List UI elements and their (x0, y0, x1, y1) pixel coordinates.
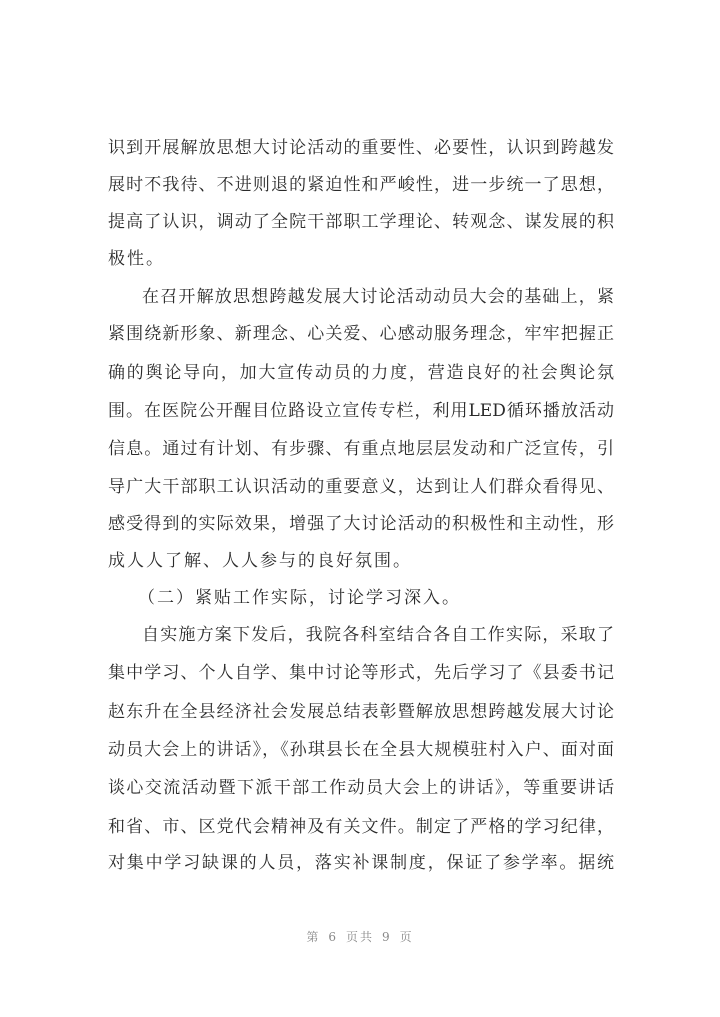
body-line: 谈心交流活动暨下派干部工作动员大会上的讲话》，等重要讲话 (108, 778, 614, 798)
page-suffix: 页 (399, 930, 414, 944)
body-line: 在召开解放思想跨越发展大讨论活动动员大会的基础上，紧 (142, 287, 614, 307)
body-line: 极性。 (108, 249, 165, 269)
body-line: 赵东升在全县经济社会发展总结表彰暨解放思想跨越发展大讨论 (108, 702, 614, 722)
section-heading: （二）紧贴工作实际，讨论学习深入。 (138, 588, 461, 608)
body-line: 自实施方案下发后，我院各科室结合各自工作实际，采取了 (142, 625, 614, 645)
body-line: 集中学习、个人自学、集中讨论等形式，先后学习了《县委书记 (108, 663, 614, 683)
body-line: 导广大干部职工认识活动的重要意义，达到让人们群众看得见、 (108, 477, 614, 497)
body-line: 提高了认识，调动了全院干部职工学理论、转观念、谋发展的积 (108, 212, 614, 232)
page-mid: 页共 (345, 930, 374, 944)
body-line: 信息。通过有计划、有步骤、有重点地层层发动和广泛宣传，引 (108, 439, 614, 459)
body-line: 确的舆论导向，加大宣传动员的力度，营造良好的社会舆论氛 (108, 363, 614, 383)
body-line: 和省、市、区党代会精神及有关文件。制定了严格的学习纪律， (108, 817, 614, 837)
body-line: 展时不我待、不进则退的紧迫性和严峻性，进一步统一了思想， (108, 175, 614, 195)
body-line: 识到开展解放思想大讨论活动的重要性、必要性，认识到跨越发 (108, 138, 614, 158)
page-total: 9 (382, 930, 392, 944)
body-line: 紧围绕新形象、新理念、心关爱、心感动服务理念，牢牢把握正 (108, 324, 614, 344)
body-line: 对集中学习缺课的人员，落实补课制度，保证了参学率。据统 (108, 853, 614, 873)
body-line: 成人人了解、人人参与的良好氛围。 (108, 551, 412, 571)
page-current: 6 (328, 930, 338, 944)
body-line: 围。在医院公开醒目位路设立宣传专栏，利用LED循环播放活动 (108, 401, 614, 421)
page-prefix: 第 (306, 930, 321, 944)
body-line: 感受得到的实际效果，增强了大讨论活动的积极性和主动性，形 (108, 514, 614, 534)
body-line: 动员大会上的讲话》，《孙琪县长在全县大规模驻村入户、面对面 (108, 740, 614, 760)
page-number (0, 928, 720, 945)
